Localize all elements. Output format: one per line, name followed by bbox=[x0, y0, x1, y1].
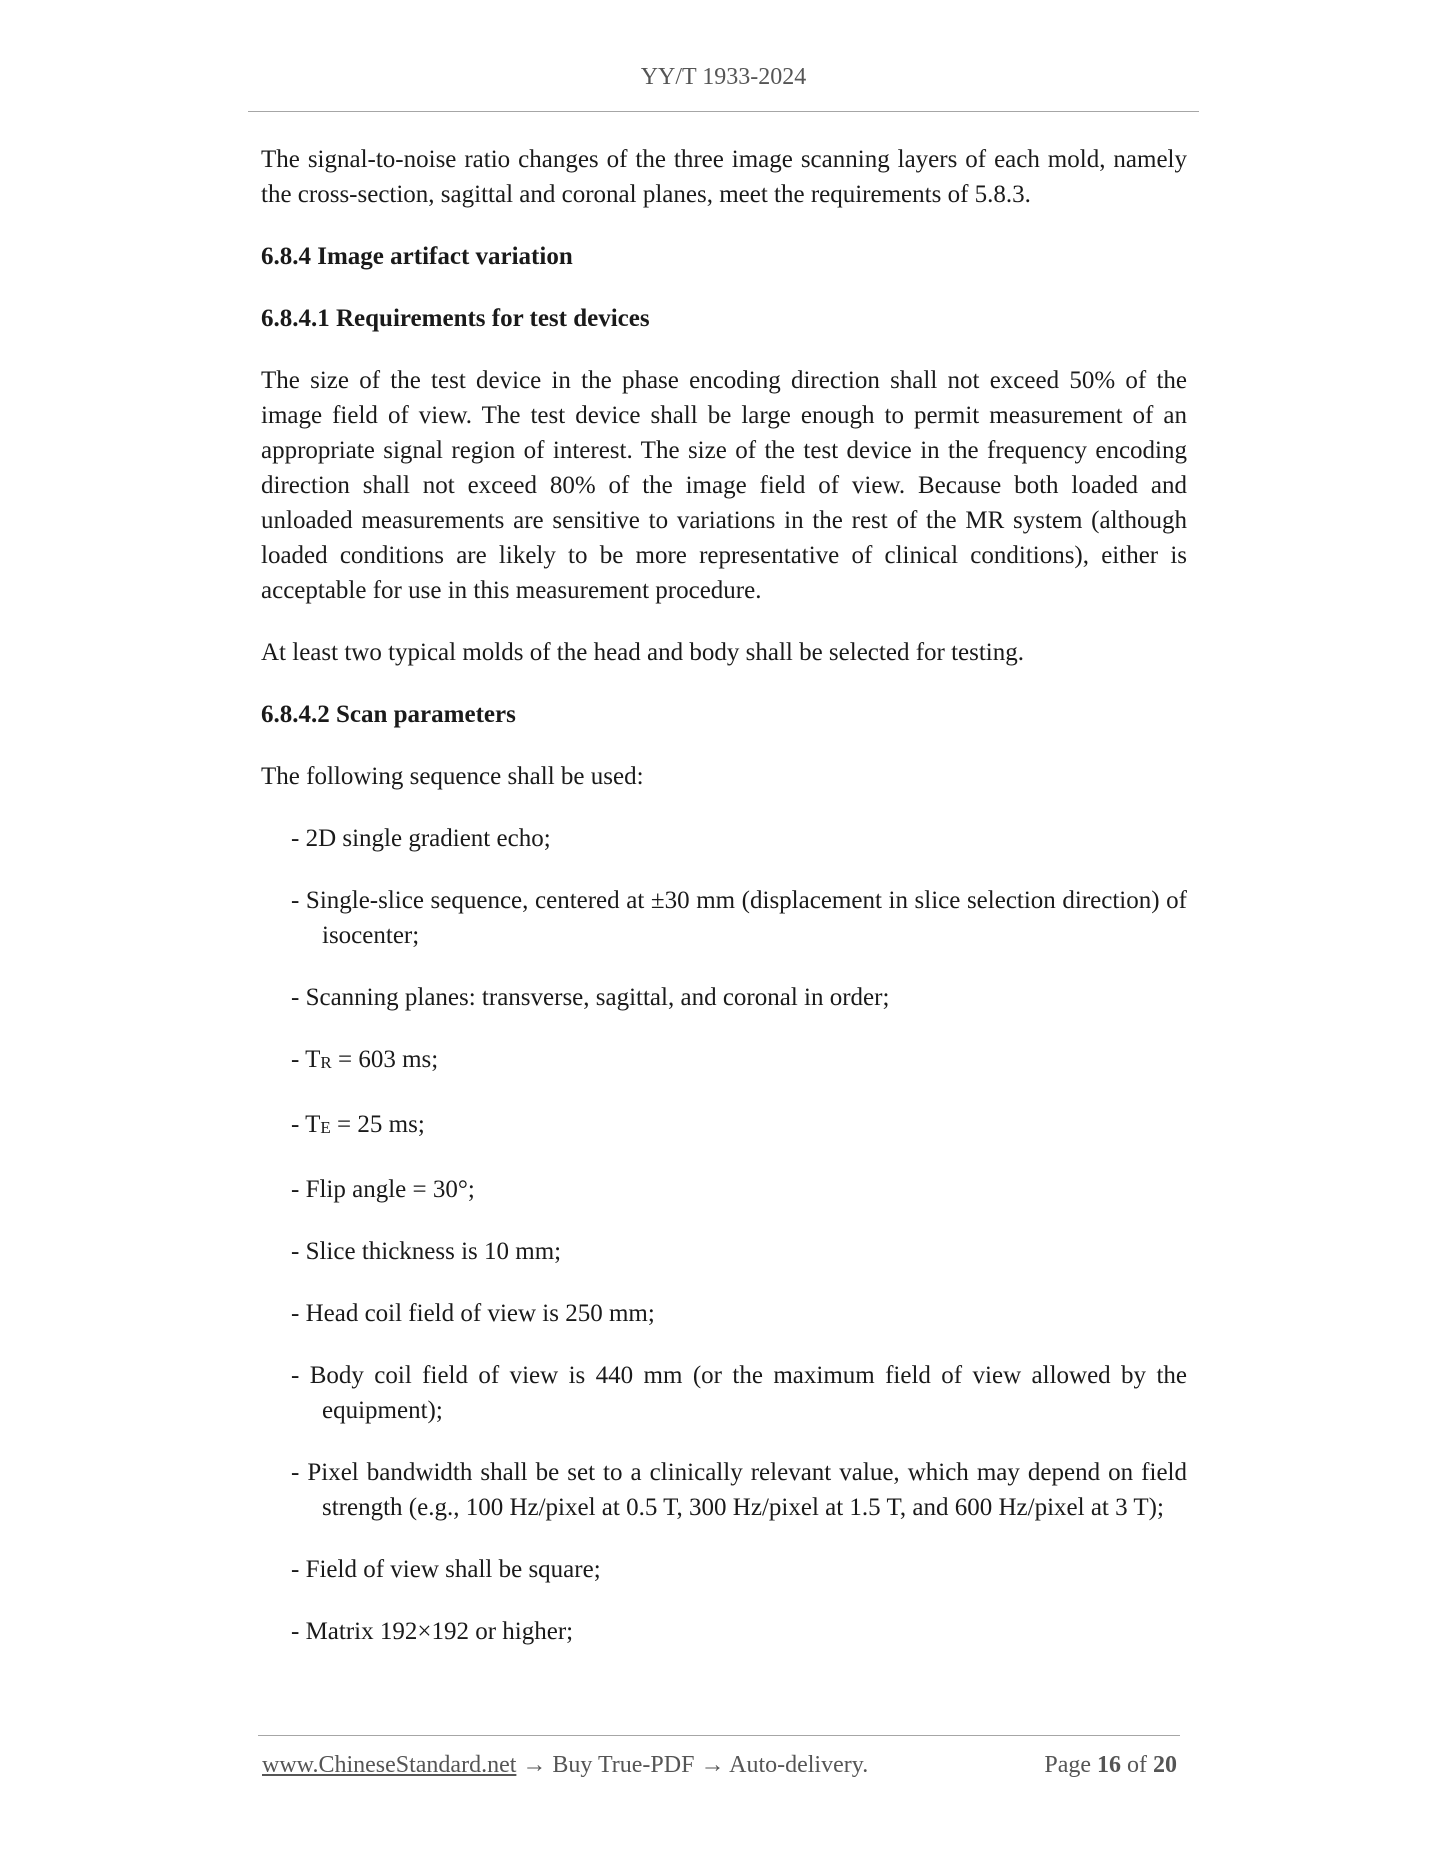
list-item: - Flip angle = 30°; bbox=[291, 1176, 475, 1203]
header-divider bbox=[248, 111, 1199, 112]
list-item: - Single-slice sequence, centered at ±30 mm (displacement in slice selection direction) of isocenter; bbox=[291, 887, 1187, 949]
list-item-te bbox=[291, 1107, 1187, 1145]
footer-promo bbox=[262, 1752, 868, 1779]
list-item: - Slice thickness is 10 mm; bbox=[291, 1238, 562, 1265]
list-item: - Matrix 192×192 or higher; bbox=[291, 1618, 574, 1645]
page-total: 20 bbox=[1153, 1752, 1177, 1778]
page-label: Page bbox=[1044, 1752, 1097, 1778]
list-item: - 2D single gradient echo; bbox=[291, 825, 551, 852]
footer-divider bbox=[258, 1735, 1180, 1736]
sequence-intro-paragraph: The following sequence shall be used: bbox=[261, 763, 644, 790]
te-subscript: E bbox=[320, 1118, 331, 1137]
tr-value: = 603 ms; bbox=[331, 1046, 439, 1073]
list-item: - Pixel bandwidth shall be set to a clinically relevant value, which may depend on field strength (e.g., 100 Hz/pixel at 0.5 T, 300 Hz/pixel at 1.5 T, and 600 Hz/pixel at 3 T); bbox=[291, 1459, 1187, 1521]
te-value: = 25 ms; bbox=[330, 1111, 425, 1138]
list-item: - Body coil field of view is 440 mm (or the maximum field of view allowed by the equipment); bbox=[291, 1362, 1187, 1424]
molds-paragraph: At least two typical molds of the head and body shall be selected for testing. bbox=[261, 639, 1025, 666]
page-indicator bbox=[1044, 1752, 1177, 1779]
scan-parameter-list bbox=[261, 821, 1187, 1649]
list-item: - Head coil field of view is 250 mm; bbox=[291, 1300, 655, 1327]
tr-prefix: - T bbox=[291, 1046, 321, 1073]
page-header: YY/T 1933-2024 bbox=[640, 64, 807, 90]
list-item: - Field of view shall be square; bbox=[291, 1556, 601, 1583]
page-of: of bbox=[1121, 1752, 1153, 1778]
section-heading-6-8-4: 6.8.4 Image artifact variation bbox=[261, 243, 573, 270]
list-item: - Scanning planes: transverse, sagittal, and coronal in order; bbox=[291, 984, 890, 1011]
intro-paragraph: The signal-to-noise ratio changes of the three image scanning layers of each mold, namely the cross-section, sagittal and coronal planes, meet the requirements of 5.8.3. bbox=[261, 146, 1187, 208]
page-content bbox=[261, 142, 1187, 1676]
section-heading-6-8-4-2: 6.8.4.2 Scan parameters bbox=[261, 701, 516, 728]
list-item-tr bbox=[291, 1042, 1187, 1080]
page-current: 16 bbox=[1097, 1752, 1121, 1778]
website-link[interactable]: www.ChineseStandard.net bbox=[262, 1752, 517, 1778]
footer-promo-text: → Buy True-PDF → Auto-delivery. bbox=[516, 1752, 869, 1778]
tr-subscript: R bbox=[320, 1053, 332, 1072]
section-heading-6-8-4-1: 6.8.4.1 Requirements for test devices bbox=[261, 305, 650, 332]
device-requirements-paragraph: The size of the test device in the phase encoding direction shall not exceed 50% of the image field of view. The test device shall be large enough to permit measurement of an appropriate signal region of interest. The size of the test device in the frequency encoding direction shall not exceed 80% of the image field of view. Because both loaded and unloaded measurements are sensitive to variations in the rest of the MR system (although loaded conditions are likely to be more representative of clinical conditions), either is acceptable for use in this measurement procedure. bbox=[261, 367, 1187, 604]
te-prefix: - T bbox=[291, 1111, 321, 1138]
